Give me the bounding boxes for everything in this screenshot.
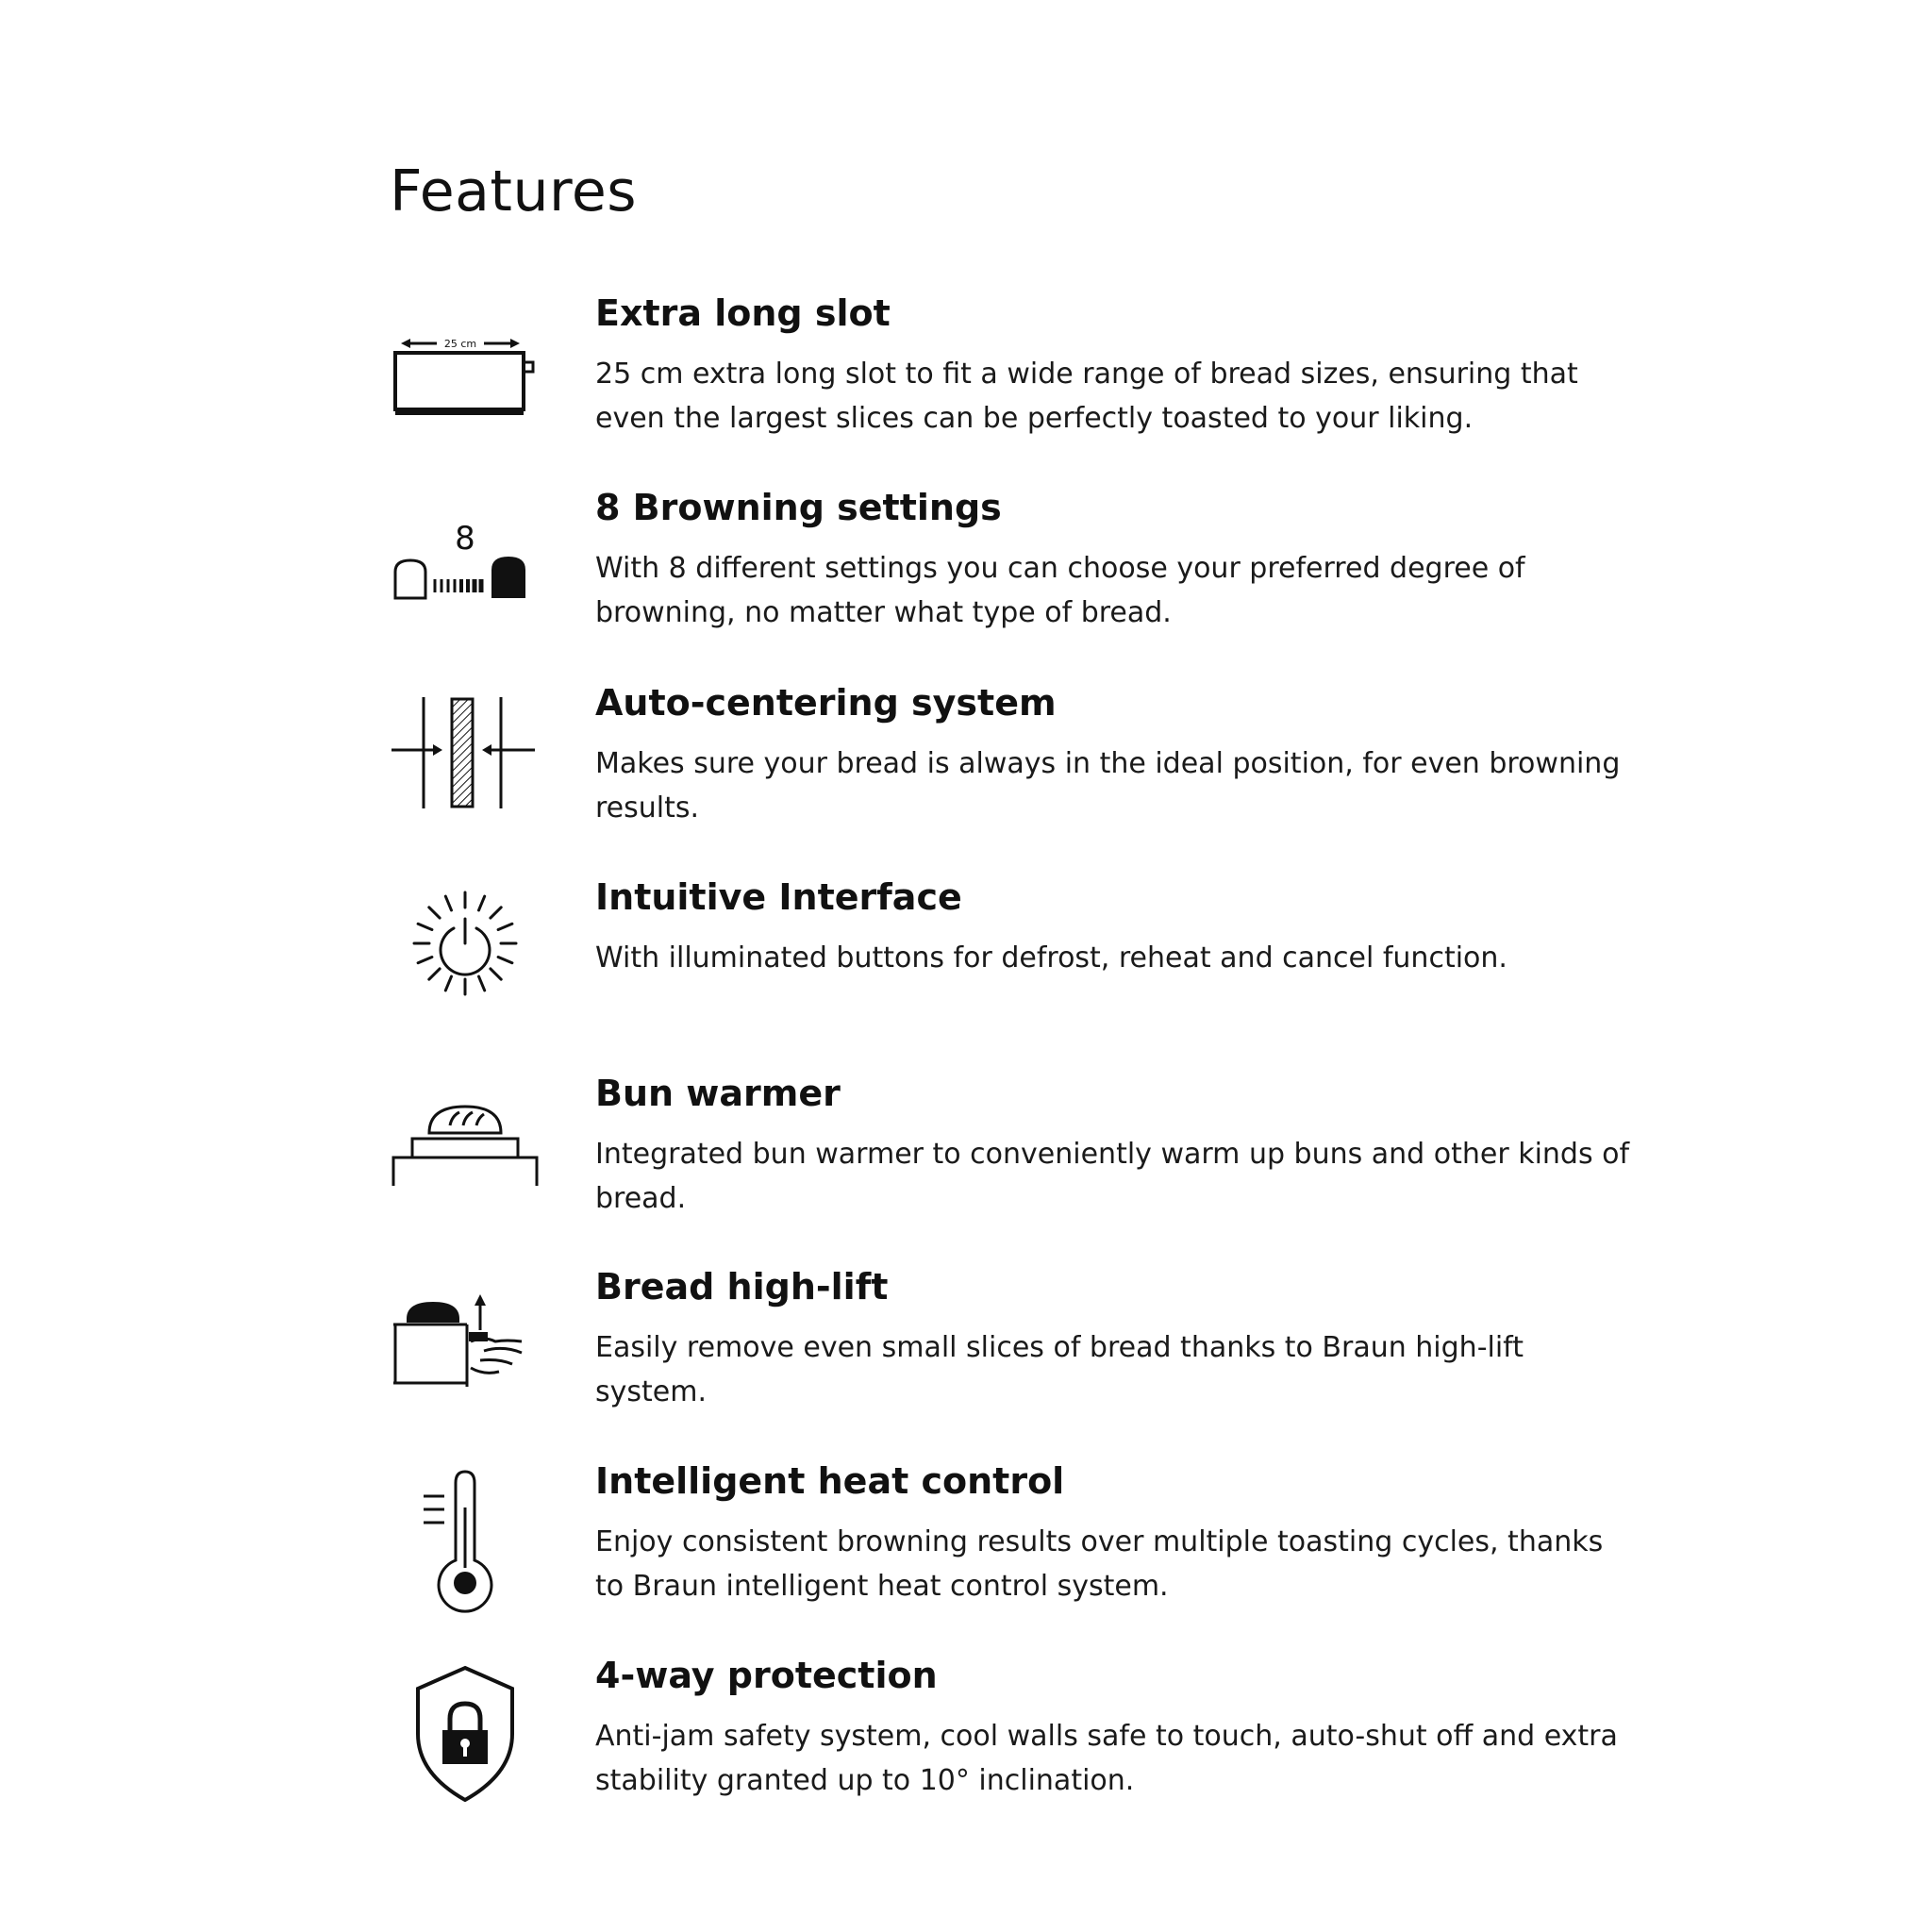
page-title: Features [390,158,637,225]
thermometer-icon [390,1470,541,1621]
feature-bread-high-lift [390,1266,1644,1436]
auto-centering-icon [390,697,541,848]
illuminated-power-icon [390,891,541,1041]
feature-title: 4-way protection [595,1655,938,1696]
feature-browning-settings [390,487,1644,657]
feature-extra-long-slot [390,292,1644,462]
svg-text:25 cm: 25 cm [443,338,477,350]
browning-scale-icon [390,513,541,664]
feature-description: With 8 different settings you can choose your preferred degree of browning, no matter what type of bread. [595,552,1525,629]
shield-lock-icon [390,1664,541,1815]
feature-heat-control [390,1460,1644,1630]
feature-description: Anti-jam safety system, cool walls safe to touch, auto-shut off and extra stability granted up to 10° inclination. [595,1720,1618,1797]
feature-text [595,1073,1633,1221]
feature-description: Integrated bun warmer to conveniently warm up buns and other kinds of bread. [595,1138,1630,1215]
feature-description: Makes sure your bread is always in the ideal position, for even browning results. [595,747,1621,824]
feature-title: Bread high-lift [595,1266,889,1307]
bun-warmer-icon [390,1099,541,1250]
feature-description: Enjoy consistent browning results over multiple toasting cycles, thanks to Braun intelligent heat control system. [595,1525,1604,1603]
toaster-slot-length-icon [390,304,541,455]
feature-text [595,1655,1633,1803]
feature-text [595,1460,1633,1608]
feature-text [595,682,1633,830]
feature-text [595,1266,1633,1414]
feature-auto-centering [390,682,1644,852]
feature-description: Easily remove even small slices of bread thanks to Braun high-lift system. [595,1331,1524,1408]
feature-intuitive-interface [390,876,1644,1046]
feature-title: 8 Browning settings [595,487,1002,528]
feature-title: Extra long slot [595,292,891,334]
feature-title: Intuitive Interface [595,876,962,918]
feature-title: Intelligent heat control [595,1460,1065,1502]
feature-description: 25 cm extra long slot to fit a wide range of bread sizes, ensuring that even the largest slices can be perfectly toasted to your liking. [595,358,1578,435]
feature-text [595,292,1633,441]
feature-text [595,487,1633,635]
feature-4-way-protection [390,1655,1644,1824]
svg-text:8: 8 [455,520,475,558]
feature-title: Bun warmer [595,1073,841,1114]
feature-description: With illuminated buttons for defrost, reheat and cancel function. [595,941,1507,974]
feature-bun-warmer [390,1073,1644,1242]
high-lift-icon [390,1289,541,1440]
feature-title: Auto-centering system [595,682,1057,724]
feature-text [595,876,1633,980]
